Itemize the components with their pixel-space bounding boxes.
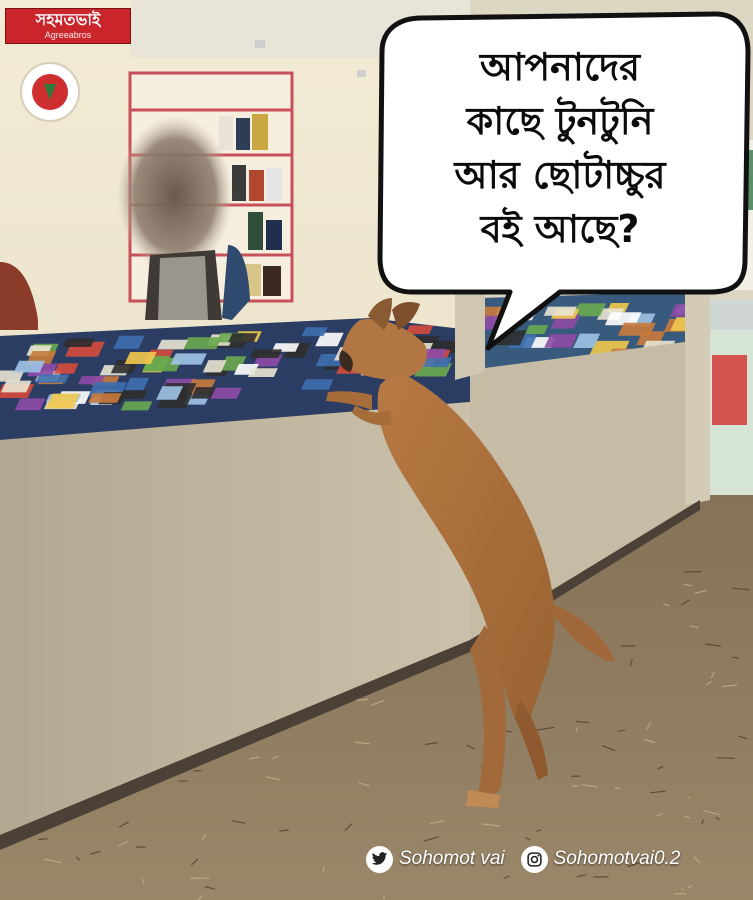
instagram-handle: Sohomotvai0.2 <box>553 848 681 869</box>
book-cover <box>544 307 577 316</box>
twitter-credit <box>366 846 505 873</box>
publisher-sign <box>21 63 79 121</box>
brand-logo-subtitle: Agreeabros <box>44 30 92 40</box>
twitter-handle: Sohomot vai <box>399 848 505 869</box>
speech-line: আপনাদের <box>480 45 640 89</box>
book-cover <box>250 349 282 358</box>
book-cover <box>248 368 278 377</box>
straw-strand <box>717 758 735 759</box>
book-cover <box>125 352 157 364</box>
book-cover <box>14 361 45 373</box>
speech-bubble-text <box>392 40 728 256</box>
straw-strand <box>323 866 324 872</box>
straw-strand <box>384 896 385 899</box>
instagram-credit <box>521 846 681 873</box>
brand-logo-title: সহমতভাই <box>35 10 101 29</box>
book-cover <box>228 333 258 342</box>
instagram-icon <box>521 846 548 873</box>
speech-line: আর ছোটাচ্চুর <box>454 153 666 197</box>
book-cover <box>302 327 328 336</box>
speech-line: কাছে টুনটুনি <box>466 99 654 143</box>
social-credits <box>366 842 680 876</box>
brand-logo <box>5 8 131 44</box>
book-cover <box>157 340 188 350</box>
book-cover <box>63 338 95 347</box>
straw-strand <box>684 572 702 573</box>
speech-line: বই আছে? <box>480 207 640 251</box>
book-cover <box>170 353 206 364</box>
book-cover <box>618 323 656 336</box>
twitter-icon <box>366 846 393 873</box>
book-cover <box>35 374 69 383</box>
book-cover <box>183 337 222 349</box>
book-cover <box>301 379 334 389</box>
camera-icon <box>255 40 265 48</box>
book-cover <box>88 393 121 402</box>
book-cover <box>121 401 153 410</box>
camera-icon <box>357 70 366 77</box>
straw-strand <box>38 839 47 840</box>
